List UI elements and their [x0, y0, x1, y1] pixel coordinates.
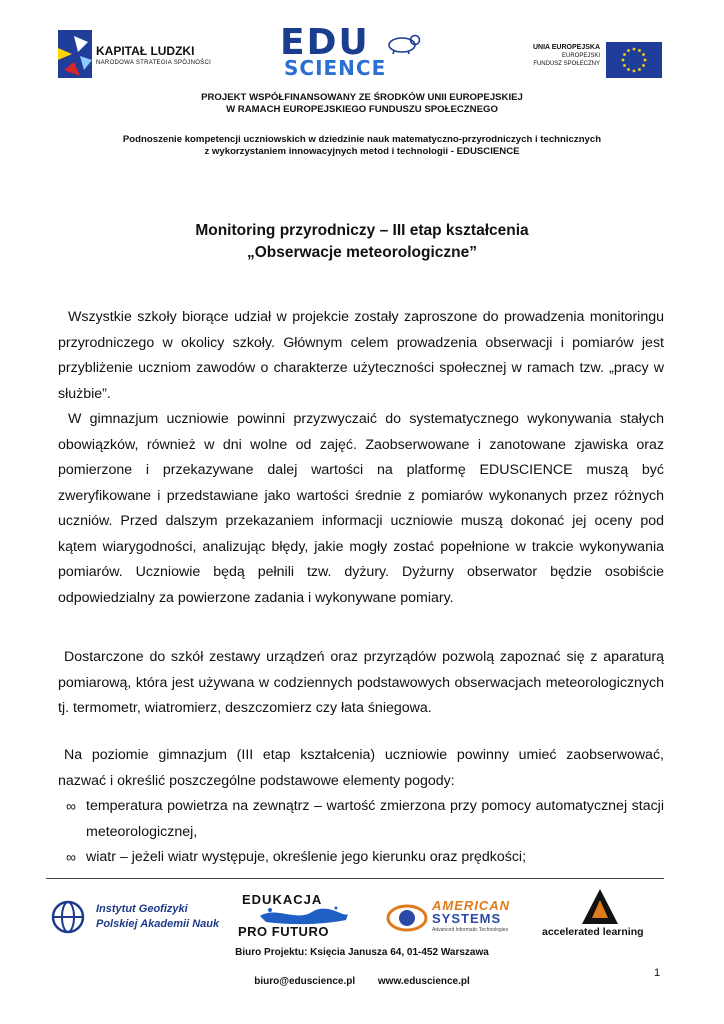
projekt-line-1: PROJEKT WSPÓŁFINANSOWANY ZE ŚRODKÓW UNII EUROPEJSKIEJ — [201, 92, 523, 103]
podnoszenie-line-1: Podnoszenie kompetencji uczniowskich w dziedzinie nauk matematyczno-przyrodniczych i technicznych — [122, 134, 602, 145]
american-systems-logo — [386, 896, 526, 940]
edukacja-pro-futuro-logo — [238, 892, 364, 942]
polar-bear-icon — [384, 32, 422, 54]
epf-bottom-word: PRO FUTURO — [238, 924, 329, 939]
igf-line-2: Polskiej Akademii Nauk — [96, 918, 220, 930]
title-line-2: „Obserwacje meteorologiczne” — [247, 244, 477, 261]
science-logo-word: SCIENCE — [284, 56, 387, 80]
paragraph-4: Na poziomie gimnazjum (III etap kształcenia) uczniowie powinny umieć zaobserwować, nazwać i określić poszczególne podstawowe elementy pogody: — [58, 747, 664, 789]
kapital-ludzki-subtitle: NARODOWA STRATEGIA SPÓJNOŚCI — [96, 60, 212, 66]
list-item — [58, 845, 664, 871]
eu-line-2: EUROPEJSKI — [561, 53, 600, 59]
podnoszenie-line-2: z wykorzystaniem innowacyjnych metod i technologii - EDUSCIENCE — [204, 146, 520, 157]
partner-logos — [0, 886, 724, 944]
ams-line-1: AMERICAN — [432, 898, 511, 913]
pyramid-icon — [580, 888, 620, 926]
kapital-ludzki-icon — [58, 30, 92, 78]
epf-top-word: EDUKACJA — [242, 892, 323, 907]
infinity-bullet-icon: ∞ — [66, 849, 76, 865]
eu-flag-icon — [606, 42, 662, 78]
contact-line — [0, 976, 724, 987]
kapital-ludzki-name: KAPITAŁ LUDZKI — [96, 44, 195, 58]
project-office-address: Biuro Projektu: Księcia Janusza 64, 01-452 Warszawa — [235, 947, 489, 958]
paint-splash-icon — [256, 904, 352, 926]
footer-divider — [46, 878, 664, 879]
title-line-1: Monitoring przyrodniczy – III etap kształcenia — [195, 222, 529, 239]
igf-pan-logo — [50, 896, 230, 938]
paragraph-3: Dostarczone do szkół zestawy urządzeń oraz przyrządów pozwolą zapoznać się z aparaturą pomiarową, która jest używana w codziennych podstawowych obserwacjach meteorologicznych tj. termometr, wiatromierz, deszczomierz czy łata śniegowa. — [58, 649, 664, 716]
orbit-icon — [386, 898, 428, 938]
igf-line-1: Instytut Geofizyki — [96, 903, 188, 915]
eu-line-1: UNIA EUROPEJSKA — [532, 44, 600, 51]
edu-logo-word: EDU — [280, 22, 370, 63]
project-description — [60, 134, 664, 158]
infinity-bullet-icon: ∞ — [66, 798, 76, 814]
eu-line-3: FUNDUSZ SPOŁECZNY — [533, 61, 600, 67]
page-number: 1 — [654, 967, 661, 979]
ams-line-3: Advanced Informatic Technologies — [432, 927, 509, 933]
kapital-ludzki-logo — [58, 30, 218, 78]
igf-pan-name — [96, 902, 219, 932]
header-logos — [0, 22, 724, 84]
contact-website: www.eduscience.pl — [377, 976, 470, 987]
list-item-text: temperatura powietrza na zewnątrz – wartość zmierzona przy pomocy automatycznej stacji meteorologicznej, — [86, 798, 664, 840]
accelerated-learning-name: accelerated learning — [542, 926, 644, 938]
body-section-2 — [58, 645, 664, 722]
paragraph-1: Wszystkie szkoły biorące udział w projekcie zostały zaproszone do prowadzenia monitoringu przyrodniczego w okolicy szkoły. Głównym celem prowadzenia obserwacji i pomiarów jest przybliżenie uczniom zawodów o charakterze użyteczności społecznej w ramach tzw. „pracy w służbie”. — [58, 309, 664, 402]
list-item-text: wiatr – jeżeli wiatr występuje, określenie jego kierunku oraz prędkości; — [86, 849, 527, 865]
globe-icon — [50, 900, 86, 934]
ams-line-2: SYSTEMS — [432, 911, 502, 926]
projekt-line-2: W RAMACH EUROPEJSKIEGO FUNDUSZU SPOŁECZNEGO — [226, 104, 498, 115]
contact-email: biuro@eduscience.pl — [254, 976, 356, 987]
project-cofinancing-note — [60, 92, 664, 116]
eduscience-logo — [280, 22, 430, 82]
body-section-1 — [58, 305, 664, 611]
accelerated-learning-logo — [540, 888, 670, 942]
body-section-3 — [58, 743, 664, 794]
list-item — [58, 794, 664, 845]
eu-fund-logo — [520, 42, 662, 80]
weather-elements-list — [58, 794, 664, 871]
paragraph-2: W gimnazjum uczniowie powinni przyzwyczaić do systematycznego wykonywania stałych obowiązków, również w dni wolne od zajęć. Zaobserwowane i zanotowane zjawiska oraz pomierzone i przekazywane dalej wartości na platformę EDUSCIENCE muszą być zweryfikowane i przedstawiane jako wartości średnie z pomiarów wykonanych przez różnych uczniów. Przed dalszym przekazaniem informacji uczniowie muszą dokonać jej oceny pod kątem wiarygodności, analizując błędy, jakie mogły zostać popełnione w trakcie wykonywania pomiarów. Uczniowie będą pełnili tzw. dyżury. Dyżurny obserwator będzie osobiście odpowiedzialny za powierzone zadania i wykonywane pomiary. — [58, 411, 664, 606]
document-title — [60, 220, 664, 264]
